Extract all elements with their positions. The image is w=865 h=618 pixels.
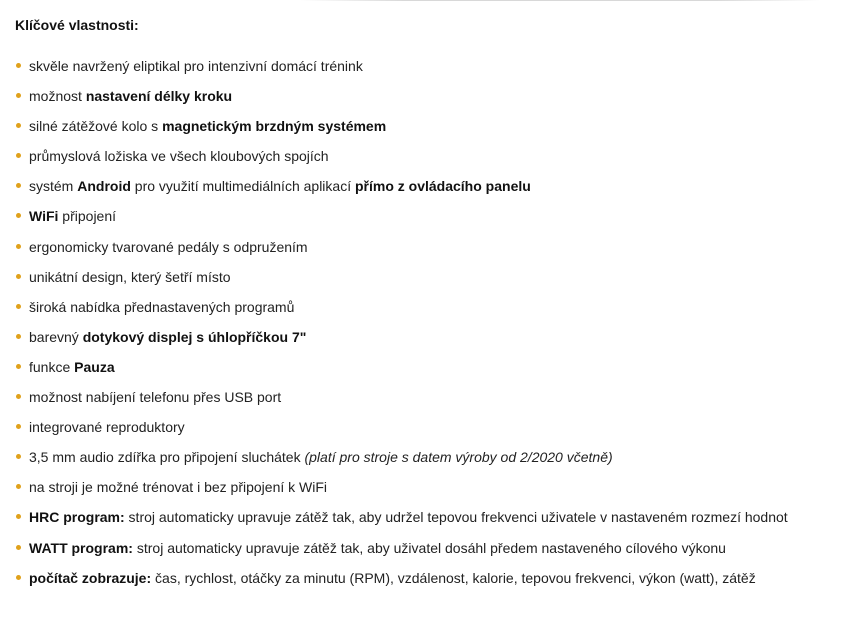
feature-text: široká nabídka přednastavených programů	[29, 298, 295, 315]
bullet-dot-icon	[16, 514, 21, 519]
feature-item	[15, 506, 855, 536]
feature-text: systém	[29, 178, 78, 195]
feature-item	[15, 205, 855, 235]
feature-text: barevný	[29, 328, 83, 345]
bullet-dot-icon	[16, 244, 21, 249]
feature-item	[15, 476, 855, 506]
feature-text-italic: (platí pro stroje s datem výroby od 2/2020 včetně)	[304, 449, 613, 466]
feature-item	[15, 446, 855, 476]
feature-text: připojení	[58, 208, 117, 225]
bullet-dot-icon	[16, 334, 21, 339]
feature-item	[15, 416, 855, 446]
feature-text: průmyslová ložiska ve všech kloubových spojích	[29, 148, 329, 165]
feature-text-bold: počítač zobrazuje:	[29, 569, 152, 586]
bullet-dot-icon	[16, 304, 21, 309]
bullet-dot-icon	[16, 545, 21, 550]
bullet-dot-icon	[16, 93, 21, 98]
feature-text-bold: dotykový displej s úhlopříčkou 7"	[82, 328, 307, 345]
feature-item	[15, 296, 855, 326]
feature-text: skvěle navržený eliptikal pro intenzivní domácí trénink	[29, 58, 363, 74]
feature-text: možnost nabíjení telefonu přes USB port	[29, 389, 282, 406]
feature-text-bold: magnetickým brzdným systémem	[162, 118, 387, 135]
feature-text-bold: nastavení délky kroku	[85, 88, 233, 105]
feature-text: funkce	[29, 358, 75, 375]
feature-item	[15, 55, 855, 85]
feature-text: silné zátěžové kolo s	[29, 118, 163, 135]
bullet-dot-icon	[16, 213, 21, 218]
bullet-dot-icon	[16, 153, 21, 158]
feature-item	[15, 115, 855, 145]
feature-text-bold: Pauza	[74, 358, 115, 375]
bullet-dot-icon	[16, 575, 21, 580]
feature-item	[15, 326, 855, 356]
feature-text: stroj automaticky upravuje zátěž tak, aby udržel tepovou frekvenci uživatele v nastaveném rozmezí hodnot	[124, 509, 788, 526]
feature-text: stroj automaticky upravuje zátěž tak, aby uživatel dosáhl předem nastaveného cílového výkonu	[132, 539, 726, 556]
feature-item	[15, 85, 855, 115]
feature-text-bold: WiFi	[29, 208, 59, 225]
feature-text: pro využití multimediálních aplikací	[130, 178, 355, 195]
feature-item	[15, 175, 855, 205]
bullet-dot-icon	[16, 394, 21, 399]
feature-item	[15, 266, 855, 296]
feature-item	[15, 537, 855, 567]
feature-text: ergonomicky tvarované pedály s odpružením	[29, 238, 308, 255]
section-title: Klíčové vlastnosti:	[15, 17, 139, 33]
feature-text: čas, rychlost, otáčky za minutu (RPM), vzdálenost, kalorie, tepovou frekvenci, výkon (watt), zátěž	[151, 569, 756, 586]
feature-item	[15, 567, 855, 597]
feature-text-bold: Android	[77, 178, 131, 195]
bullet-dot-icon	[16, 63, 21, 68]
bullet-dot-icon	[16, 274, 21, 279]
top-divider	[300, 0, 820, 1]
bullet-dot-icon	[16, 454, 21, 459]
bullet-dot-icon	[16, 364, 21, 369]
feature-text: možnost	[29, 88, 86, 105]
feature-item	[15, 386, 855, 416]
feature-item	[15, 356, 855, 386]
bullet-dot-icon	[16, 123, 21, 128]
feature-text: na stroji je možné trénovat i bez připojení k WiFi	[29, 479, 328, 496]
feature-text-bold: WATT program:	[29, 539, 133, 556]
bullet-dot-icon	[16, 183, 21, 188]
feature-text-bold: přímo z ovládacího panelu	[354, 178, 531, 195]
feature-text: 3,5 mm audio zdířka pro připojení sluchátek	[29, 449, 305, 466]
feature-text-bold: HRC program:	[29, 509, 125, 526]
feature-list	[15, 55, 855, 597]
feature-text: integrované reproduktory	[29, 419, 185, 436]
feature-item	[15, 236, 855, 266]
bullet-dot-icon	[16, 484, 21, 489]
feature-item	[15, 145, 855, 175]
feature-text: unikátní design, který šetří místo	[29, 268, 231, 285]
bullet-dot-icon	[16, 424, 21, 429]
